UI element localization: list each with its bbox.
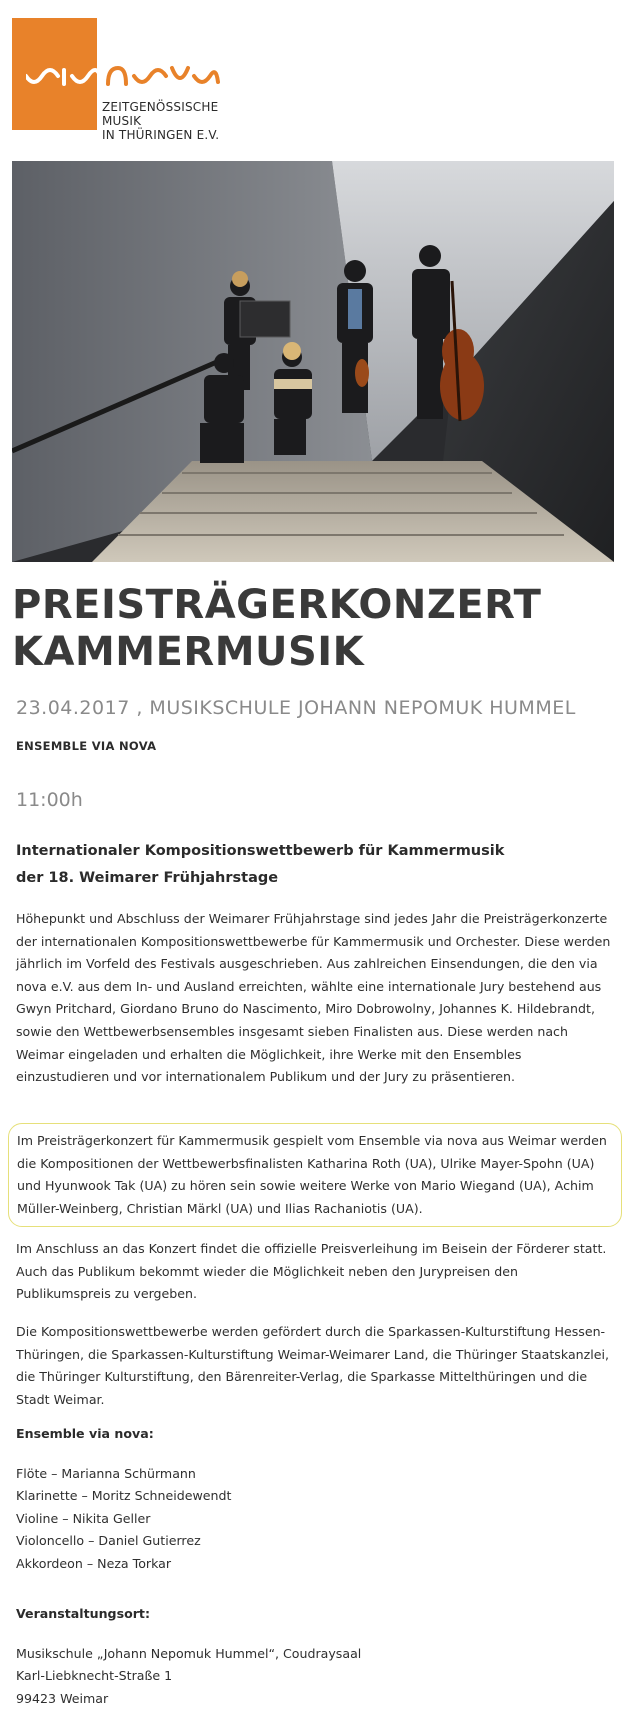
- subheading-line1: Internationaler Kompositionswettbewerb für Kammermusik: [16, 843, 505, 859]
- address-line: Karl-Liebknecht-Straße 1: [16, 1668, 173, 1684]
- hero-photo: [12, 161, 614, 562]
- location-address: [16, 1643, 576, 1710]
- list-item: Violoncello – Daniel Gutierrez: [16, 1533, 201, 1549]
- page-title-line1: PREISTRÄGERKONZERT: [12, 582, 542, 628]
- program-paragraph: Im Preisträgerkonzert für Kammermusik gespielt vom Ensemble via nova aus Weimar werden die Kompositionen der Wettbewerbsfinalisten Katharina Roth (UA), Ulrike Mayer-Spohn (UA) und Hyunwook Tak (UA) zu hören sein sowie weitere Werke von Mario Wiegand (UA), Achim Müller-Weinberg, Christian Märkl (UA) und Ilias Rachaniotis (UA).: [8, 1123, 622, 1227]
- address-line: Musikschule „Johann Nepomuk Hummel“, Coudraysaal: [16, 1646, 362, 1661]
- list-item: Violine – Nikita Geller: [16, 1510, 151, 1526]
- intro-paragraph: Höhepunkt und Abschluss der Weimarer Frühjahrstage sind jedes Jahr die Preisträgerkonzerte der internationalen Kompositionswettbewerbe für Kammermusik und Orchester. Diese werden jährlich im Vorfeld des Festivals ausgeschrieben. Aus zahlreichen Einsendungen, die den via nova e.V. aus dem In- und Ausland erreichten, wählte eine internationale Jury bestehend aus Gwyn Pritchard, Giordano Bruno do Nascimento, Miro Dobrowolny, Johannes K. Hildebrandt, sowie den Wettbewerbsensembles insgesamt sieben Finalisten aus. Diese werden nach Weimar eingeladen und erhalten die Möglichkeit, ihre Werke mit den Ensembles einzustudieren und vor internationalem Publikum und der Jury zu präsentieren.: [16, 911, 611, 1085]
- event-venue: MUSIKSCHULE JOHANN NEPOMUK HUMMEL: [149, 697, 576, 719]
- event-date: 23.04.2017: [16, 697, 130, 719]
- sponsors-paragraph: Die Kompositionswettbewerbe werden gefördert durch die Sparkassen-Kulturstiftung Hessen-Thüringen, die Sparkassen-Kulturstiftung Weimar-Weimarer Land, die Thüringer Staatskanzlei, die Thüringer Kulturstiftung, den Bärenreiter-Verlag, die Sparkasse Mittelthüringen und die Stadt Weimar.: [16, 1324, 609, 1407]
- list-item: Klarinette – Moritz Schneidewendt: [16, 1488, 232, 1504]
- ensemble-heading: Ensemble via nova:: [16, 1426, 154, 1441]
- event-time: 11:00h: [16, 789, 83, 811]
- logo-subtitle: [102, 100, 252, 142]
- ensemble-list: [16, 1463, 576, 1575]
- page-title-line2: KAMMERMUSIK: [12, 629, 365, 675]
- site-logo[interactable]: [12, 18, 252, 142]
- logo-subtitle-line2: IN THÜRINGEN E.V.: [102, 128, 220, 142]
- event-meta: [16, 697, 576, 719]
- address-line: 99423 Weimar: [16, 1690, 109, 1706]
- meta-separator: ,: [129, 697, 150, 719]
- list-item: Flöte – Marianna Schürmann: [16, 1466, 196, 1481]
- list-item: Akkordeon – Neza Torkar: [16, 1555, 172, 1571]
- subheading-line2: der 18. Weimarer Frühjahrstage: [16, 870, 279, 886]
- logo-subtitle-line1: ZEITGENÖSSISCHE MUSIK: [102, 100, 219, 128]
- event-subheading: [16, 838, 576, 892]
- location-heading: Veranstaltungsort:: [16, 1606, 150, 1621]
- award-paragraph: Im Anschluss an das Konzert findet die offizielle Preisverleihung im Beisein der Förderer statt. Auch das Publikum bekommt wieder die Möglichkeit neben den Jurypreisen den Publikumspreis zu vergeben.: [16, 1241, 607, 1302]
- logo-wave-icon: [26, 58, 226, 98]
- page-title: [12, 582, 612, 676]
- ensemble-tag: ENSEMBLE VIA NOVA: [16, 739, 157, 753]
